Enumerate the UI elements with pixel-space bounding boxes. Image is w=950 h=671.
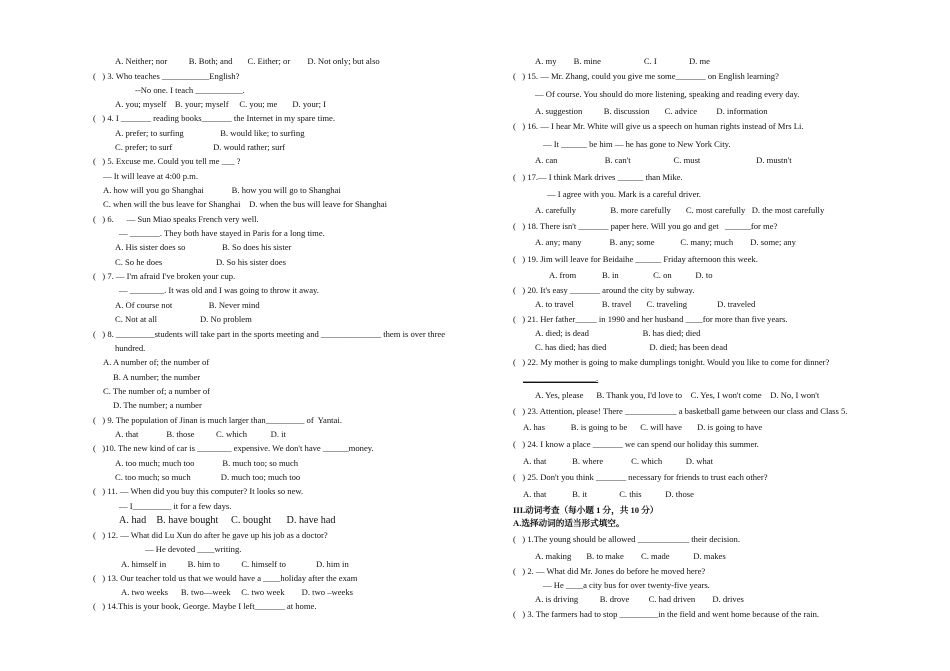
right-column-line: ( ) 25. Don't you think _______ necessary for friends to trust each other? [513,472,768,482]
right-column-line: A. any; many B. any; some C. many; much D. some; any [535,237,796,247]
right-column-line: III.动词考查（每小题 1 分，共 10 分） [513,505,659,515]
left-column-line: ( )10. The new kind of car is ________ expensive. We don't have ______money. [93,443,374,453]
right-column-line: ( ) 2. — What did Mr. Jones do before he moved here? [513,566,706,576]
left-column-line: --No one. I teach ___________. [135,85,245,95]
right-column-line: ( ) 19. Jim will leave for Beidaihe ______ Friday afternoon this week. [513,254,758,264]
right-column-line: — I agree with you. Mark is a careful driver. [547,189,701,199]
left-column-line: ( ) 4. I _______ reading books_______ the Internet in my spare time. [93,113,336,123]
right-column-line: A. my B. mine C. I D. me [535,56,710,66]
right-column-line: ( ) 16. — I hear Mr. White will give us a speech on human rights instead of Mrs Li. [513,121,804,131]
right-column-line: A. to travel B. travel C. traveling D. traveled [535,299,756,309]
left-column-line: ( ) 5. Excuse me. Could you tell me ___ ? [93,156,241,166]
left-column-line: A. you; myself B. your; myself C. you; me D. your; I [115,99,327,109]
right-column-line: A. that B. where C. which D. what [523,456,713,466]
left-column-line: ( ) 14.This is your book, George. Maybe I left_______ at home. [93,601,317,611]
left-column-line: — _______. They both have stayed in Paris for a long time. [119,228,325,238]
right-column-line: — It ______ be him — he has gone to New York City. [543,139,731,149]
left-column-line: B. A number; the number [113,372,201,382]
right-column-line: ( ) 3. The farmers had to stop _________in the field and went home because of the rain. [513,609,820,619]
right-column-line: A.选择动词的适当形式填空。 [513,518,625,528]
left-column-line: A. that B. those C. which D. it [115,429,286,439]
right-column-line: — He ____a city bus for over twenty-five years. [543,580,710,590]
left-column-line: — He devoted ____writing. [145,544,242,554]
right-column-line: C. has died; has died D. died; has been dead [535,342,728,352]
left-column-line: A. how will you go Shanghai B. how you will go to Shanghai [103,185,341,195]
right-column-line: ( ) 20. It's easy _______ around the city by subway. [513,285,695,295]
left-column-line: ( ) 7. — I'm afraid I've broken your cup. [93,271,236,281]
left-column-line: A. Of course not B. Never mind [115,300,260,310]
left-column-line: ( ) 12. — What did Lu Xun do after he gave up his job as a doctor? [93,530,328,540]
left-column-line: D. The number; a number [113,400,202,410]
left-column-line: ( ) 3. Who teaches ___________English? [93,71,240,81]
right-column-line: — Of course. You should do more listening, speaking and reading every day. [535,89,800,99]
left-column-line: — ________. It was old and I was going to throw it away. [119,285,319,295]
left-column-line: C. prefer; to surf D. would rather; surf [115,142,286,152]
left-column-line: C. So he does D. So his sister does [115,257,286,267]
right-column-line: A. from B. in C. on D. to [549,270,713,280]
left-column-line: C. when will the bus leave for Shanghai D. when the bus will leave for Shanghai [103,199,388,209]
right-column-line: ( ) 22. My mother is going to make dumplings tonight. Would you like to come for dinner? [513,357,830,367]
left-column-line: hundred. [115,343,146,353]
left-column-line: — It will leave at 4:00 p.m. [103,171,198,181]
left-column-line: C. too much; so much D. much too; much too [115,472,301,482]
right-column-line: ( ) 1.The young should be allowed ____________ their decision. [513,534,740,544]
right-column-line: A. carefully B. more carefully C. most carefully D. the most carefully [535,205,825,215]
right-column-line: ( ) 18. There isn't _______ paper here. Will you go and get ______for me? [513,221,778,231]
left-column-line: A. too much; much too B. much too; so much [115,458,299,468]
left-column-line: C. Not at all D. No problem [115,314,252,324]
left-column-line: ( ) 8. _________students will take part in the sports meeting and ______________ them is over three [93,329,446,339]
left-column-line: C. The number of; a number of [103,386,210,396]
left-column-line: A. A number of; the number of [103,357,210,367]
left-column-line: — I_________ it for a few days. [119,501,232,511]
right-column-line: ( ) 15. — Mr. Zhang, could you give me some_______ on English learning? [513,71,779,81]
left-column-line: A. himself in B. him to C. himself to D. him in [121,559,349,569]
right-column-line: A. has B. is going to be C. will have D. is going to have [523,422,763,432]
left-column-line: A. His sister does so B. So does his sister [115,242,292,252]
left-column-line: ( ) 6. — Sun Miao speaks French very well. [93,214,259,224]
right-column-line: ( ) 24. I know a place _______ we can spend our holiday this summer. [513,439,759,449]
left-column-line: A. Neither; nor B. Both; and C. Either; or D. Not only; but also [115,56,380,66]
right-column-line: A. making B. to make C. made D. makes [535,551,726,561]
right-column-line: A. suggestion B. discussion C. advice D. information [535,106,768,116]
right-column-line: _________________. [523,373,599,383]
left-column-line: A. prefer; to surfing B. would like; to surfing [115,128,305,138]
left-column-line: ( ) 9. The population of Jinan is much larger than_________ of Yantai. [93,415,342,425]
right-column-line: ( ) 23. Attention, please! There ____________ a basketball game between our class and Class 5. [513,406,848,416]
right-column-line: A. died; is dead B. has died; died [535,328,701,338]
right-column-line: ( ) 21. Her father_____ in 1990 and her husband ____for more than five years. [513,314,788,324]
left-column-line: A. had B. have bought C. bought D. have had [119,515,336,526]
right-column-line: A. is driving B. drove C. had driven D. drives [535,594,744,604]
left-column-line: A. two weeks B. two—week C. two week D. two –weeks [121,587,353,597]
right-column-line: ( ) 17.— I think Mark drives ______ than Mike. [513,172,683,182]
right-column-line: A. that B. it C. this D. those [523,489,694,499]
right-column-line: A. can B. can't C. must D. mustn't [535,155,792,165]
left-column-line: ( ) 11. — When did you buy this computer? It looks so new. [93,486,304,496]
right-column-line: A. Yes, please B. Thank you, I'd love to C. Yes, I won't come D. No, I won't [535,390,820,400]
left-column-line: ( ) 13. Our teacher told us that we would have a ____holiday after the exam [93,573,358,583]
